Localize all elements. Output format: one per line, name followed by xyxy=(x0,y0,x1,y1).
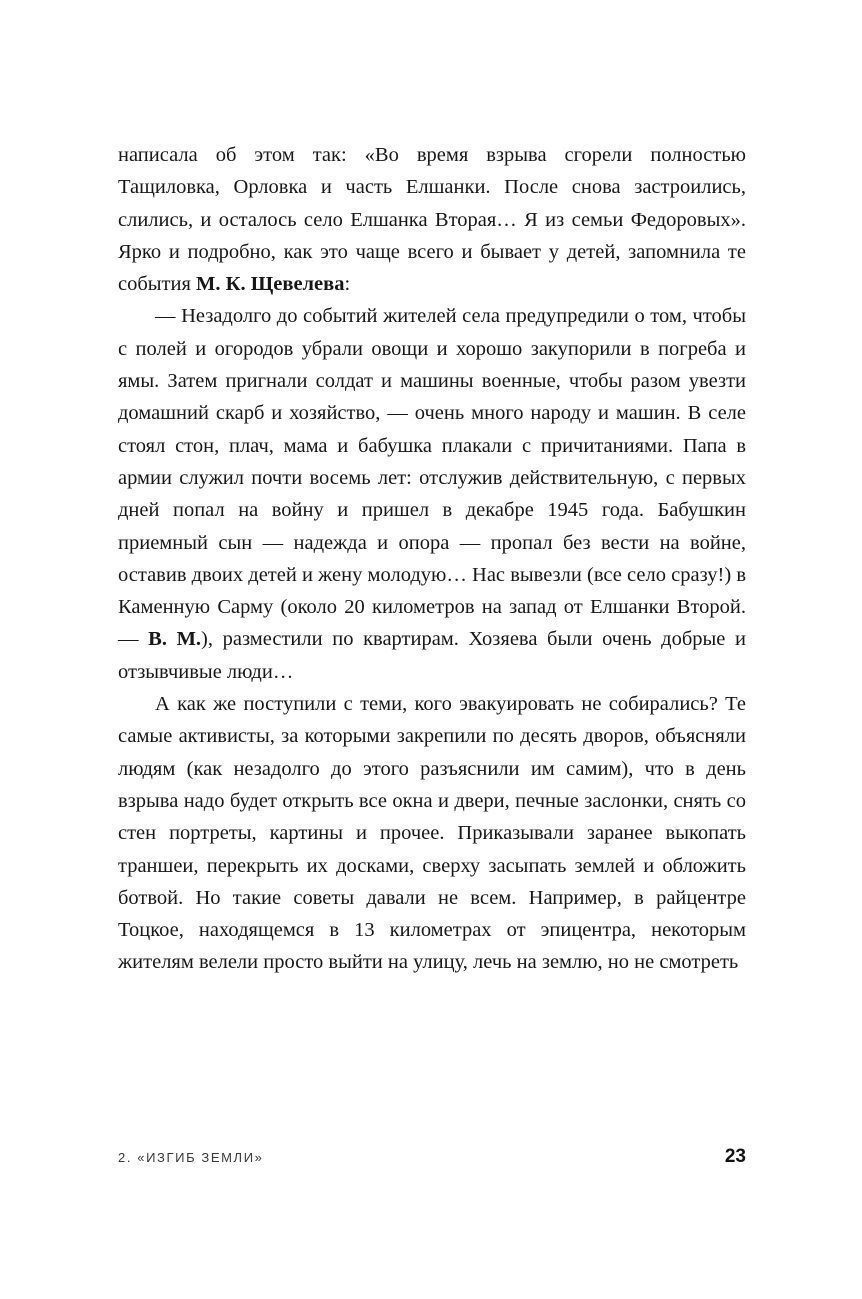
bold-text-run: В. М. xyxy=(148,628,202,651)
text-run: — Незадолго до событий жителей села предупредили о том, чтобы с полей и огородов убрали овощи и хорошо закупорили в погреба и ямы. Затем пригнали солдат и машины военные, чтобы разом увезти домашний скарб и хозяйство, — очень много народу и машин. В селе стоял стон, плач, мама и бабушка плакали с причитаниями. Папа в армии служил почти восемь лет: отслужив действительную, с первых дней попал на войну и пришел в декабре 1945 года. Бабушкин приемный сын — надежда и опора — пропал без вести на войне, оставив двоих детей и жену молодую… Нас вывезли (все село сразу!) в Каменную Сарму (около 20 километров на запад от Елшанки Второй. — xyxy=(118,305,746,651)
page-number: 23 xyxy=(724,1146,746,1167)
text-run: написала об этом так: «Во время взрыва сгорели полностью Тащиловка, Орловка и часть Елшанки. После снова застроились, слились, и осталось село Елшанка Вторая… Я из семьи Федоровых». Ярко и подробно, как это чаще всего и бывает у детей, запомнила те события xyxy=(118,144,746,296)
paragraph xyxy=(118,688,746,979)
page-footer xyxy=(118,1146,746,1168)
running-title: 2. «ИЗГИБ ЗЕМЛИ» xyxy=(118,1150,264,1165)
paragraph xyxy=(118,139,746,300)
paragraph xyxy=(118,300,746,688)
bold-text-run: М. К. Щевелева xyxy=(196,273,345,296)
text-run: : xyxy=(344,273,351,296)
body-text xyxy=(118,139,746,979)
text-run: ), разместили по квартирам. Хозяева были очень добрые и отзывчивые люди… xyxy=(118,628,747,683)
text-run: А как же поступили с теми, кого эвакуировать не собирались? Те самые активисты, за которыми закрепили по десять дворов, объясняли людям (как незадолго до этого разъяснили им самим), что в день взрыва надо будет открыть все окна и двери, печные заслонки, снять со стен портреты, картины и прочее. Приказывали заранее выкопать траншеи, перекрыть их досками, сверху засыпать землей и обложить ботвой. Но такие советы давали не всем. Например, в райцентре Тоцкое, находящемся в 13 километрах от эпицентра, некоторым жителям велели просто выйти на улицу, лечь на землю, но не смотреть xyxy=(118,693,746,974)
